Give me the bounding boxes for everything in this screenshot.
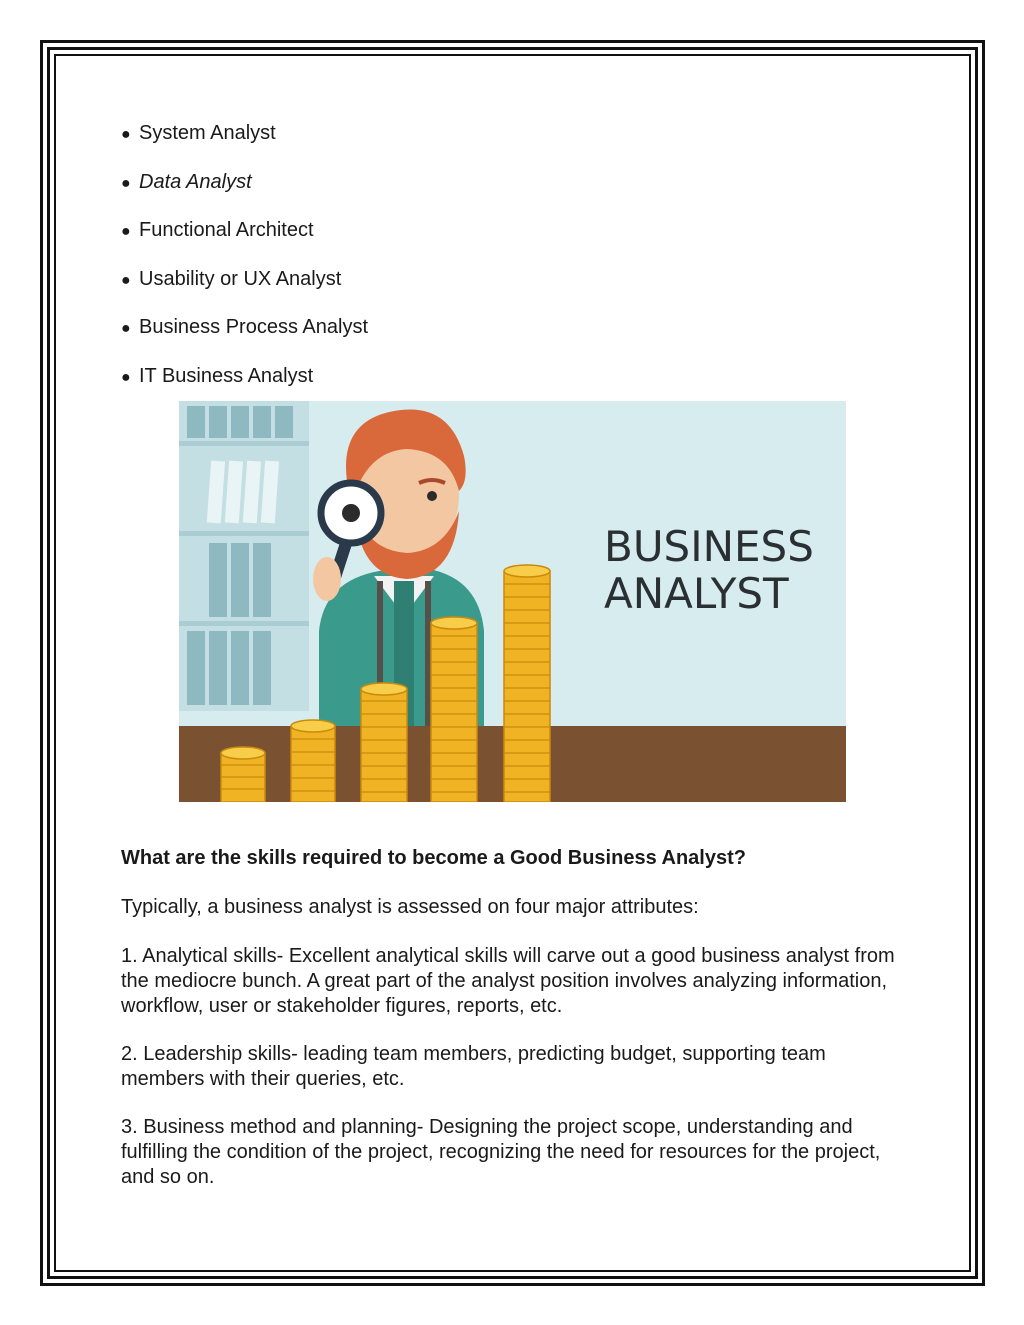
intro-paragraph: Typically, a business analyst is assessed on four major attributes: <box>121 896 699 918</box>
list-item: ● Business Process Analyst <box>121 314 368 363</box>
bookshelf <box>179 401 309 711</box>
bullet-icon: ● <box>121 271 131 289</box>
list-item: ● Data Analyst <box>121 169 368 218</box>
bullet-icon: ● <box>121 368 131 386</box>
point-analytical-skills: 1. Analytical skills- Excellent analytical skills will carve out a good business analyst from the mediocre bunch. A great part of the analyst position involves analyzing information, workflow, user or stakeholder figures, reports, etc. <box>121 945 895 1017</box>
point-leadership-skills: 2. Leadership skills- leading team members, predicting budget, supporting team members with their queries, etc. <box>121 1043 826 1090</box>
analyst-roles-list <box>121 120 368 411</box>
business-analyst-illustration <box>179 401 846 802</box>
point-business-planning: 3. Business method and planning- Designing the project scope, understanding and fulfilling the condition of the project, recognizing the need for resources for the project, and so on. <box>121 1116 881 1188</box>
list-item: ● Usability or UX Analyst <box>121 266 368 315</box>
bullet-icon: ● <box>121 174 131 192</box>
section-heading: What are the skills required to become a Good Business Analyst? <box>121 847 746 869</box>
bullet-icon: ● <box>121 223 131 240</box>
list-item: ● IT Business Analyst <box>121 363 368 412</box>
image-title-line1: BUSINESS <box>604 522 814 571</box>
bullet-icon: ● <box>121 320 131 337</box>
bullet-icon: ● <box>121 126 131 143</box>
list-item: ● System Analyst <box>121 120 368 169</box>
image-title-line2: ANALYST <box>604 569 789 618</box>
list-item: ● Functional Architect <box>121 217 368 266</box>
